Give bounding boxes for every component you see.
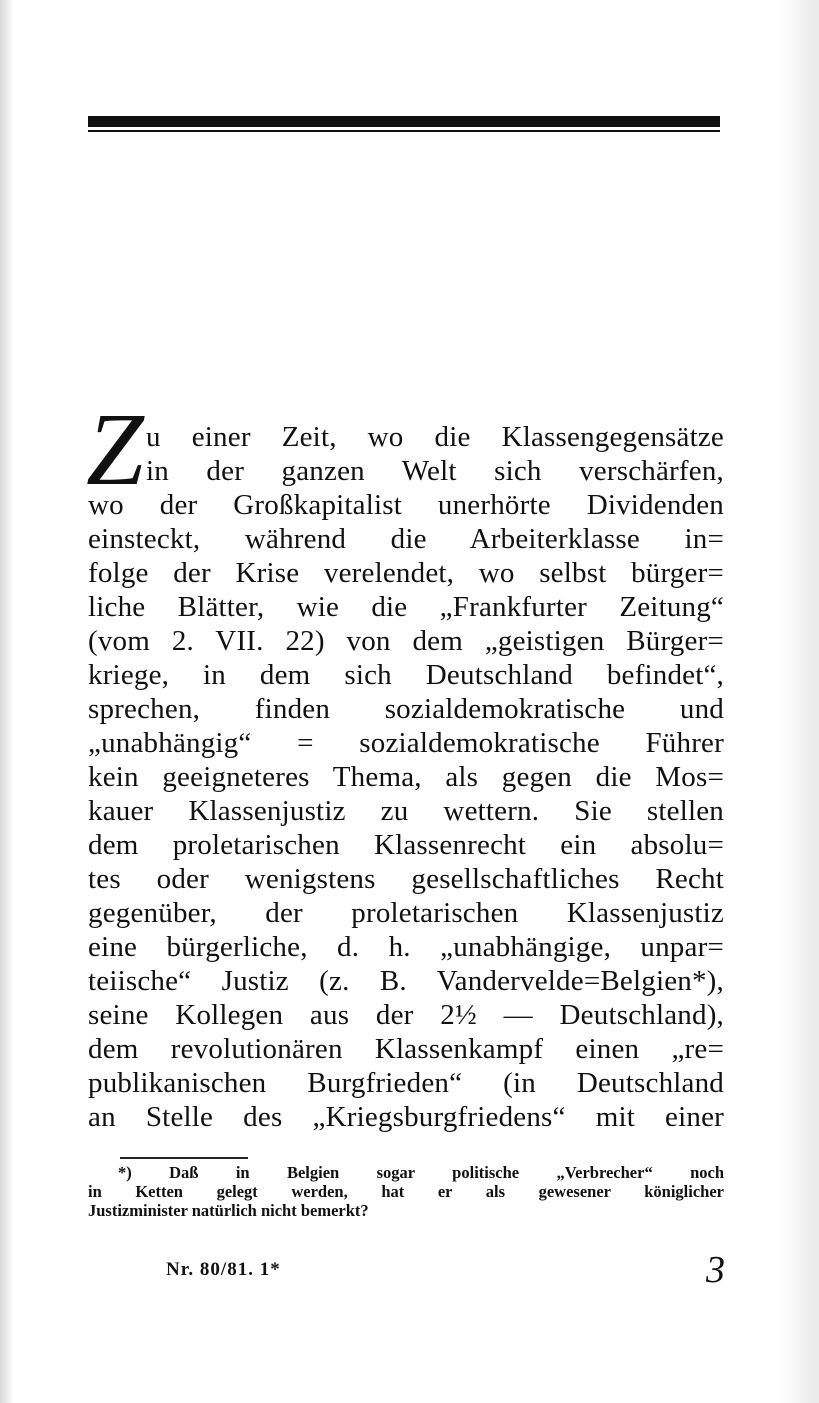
text-line: eine bürgerliche, d. h. „unabhängige, unpar= [88, 931, 724, 963]
text-line: folge der Krise verelendet, wo selbst bürger= [88, 557, 724, 589]
thick-rule [88, 116, 720, 127]
text-line: „unabhängig“ = sozialdemokratische Führer [88, 727, 724, 759]
page-edge-left [0, 0, 14, 1403]
text-line: liche Blätter, wie die „Frankfurter Zeitung“ [88, 591, 724, 623]
text-line: in der ganzen Welt sich verschärfen, [146, 455, 724, 487]
text-line: dem proletarischen Klassenrecht ein absolu= [88, 829, 724, 861]
text-line: sprechen, finden sozialdemokratische und [88, 693, 724, 725]
page-number: 3 [706, 1249, 725, 1291]
text-line: teiische“ Justiz (z. B. Vandervelde=Belgien*), [88, 965, 724, 997]
text-line: publikanischen Burgfrieden“ (in Deutschland [88, 1067, 724, 1099]
text-line: kein geeigneteres Thema, als gegen die Mos= [88, 761, 724, 793]
text-line: an Stelle des „Kriegsburgfriedens“ mit einer [88, 1101, 724, 1133]
text-line: dem revolutionären Klassenkampf einen „re= [88, 1033, 724, 1065]
text-line: tes oder wenigstens gesellschaftliches Recht [88, 863, 724, 895]
drop-cap: Z [86, 392, 144, 507]
footnote-line: *) Daß in Belgien sogar politische „Verbrecher“ noch [118, 1163, 724, 1182]
page-edge-right [779, 0, 819, 1403]
footnote-line: Justizminister natürlich nicht bemerkt? [88, 1201, 369, 1220]
printer-signature: Nr. 80/81. 1* [166, 1259, 281, 1280]
text-line: kauer Klassenjustiz zu wettern. Sie stellen [88, 795, 724, 827]
text-line: wo der Großkapitalist unerhörte Dividenden [88, 489, 724, 521]
top-ornamental-rule [88, 116, 720, 134]
text-line: gegenüber, der proletarischen Klassenjustiz [88, 897, 724, 929]
footnote [88, 1163, 724, 1220]
text-line: u einer Zeit, wo die Klassengegensätze [146, 421, 724, 453]
thin-rule [88, 130, 720, 132]
footnote-line: in Ketten gelegt werden, hat er als gewesener königlicher [88, 1182, 724, 1201]
text-line: einsteckt, während die Arbeiterklasse in= [88, 523, 724, 555]
text-line: seine Kollegen aus der 2½ — Deutschland), [88, 999, 724, 1031]
text-line: kriege, in dem sich Deutschland befindet“, [88, 659, 724, 691]
footnote-rule [120, 1157, 248, 1159]
body-text [88, 420, 724, 1134]
text-line: (vom 2. VII. 22) von dem „geistigen Bürger= [88, 625, 724, 657]
